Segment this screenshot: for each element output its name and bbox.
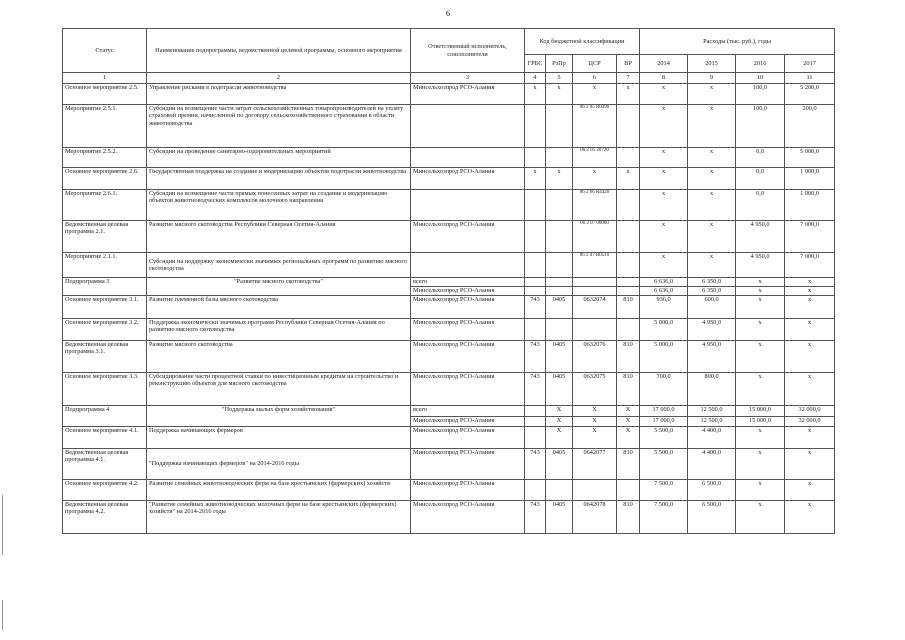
row-status: Основное мероприятие 3.1. [63,296,147,319]
cell-csr: 06 2 07 00000 [573,221,617,253]
scan-margin-line [2,495,3,555]
cell-2017: 32 000,0 [785,417,835,427]
table-row [63,319,835,341]
row-name: "Поддержка начинающих фермеров" на 2014-2016 годы [147,449,411,480]
cell-2016: х [736,501,785,534]
cell-2017: х [785,427,835,449]
row-name: "Развитие мясного скотоводства" [147,278,411,296]
cell-vr: 810 [617,449,640,480]
cell-2016: х [736,449,785,480]
cell-2014: 17 000,0 [640,417,688,427]
cell-rzpr: Х [546,417,573,427]
table-row [63,449,835,480]
cell-csr: 06 2 07 R0510 [573,253,617,278]
cell-csr: 06 2 05 20720 [573,148,617,168]
cell-2015: 600,0 [688,296,736,319]
row-name: Государственная поддержка на создание и модернизацию объектов подотрасли животноводства [147,168,411,190]
row-name: Развитие семейных животноводческих ферм на базе крестьянских (фермерских) хозяйств [147,480,411,501]
cell-2015: 4 950,0 [688,341,736,373]
row-status: Мероприятие 2.5.2. [63,148,147,168]
row-executor: Минсельхозпрод РСО-Алания [411,480,525,501]
cell-2017: 200,0 [785,105,835,148]
row-executor-total: всего [411,406,525,417]
cell-2015: х [688,148,736,168]
row-status: Мероприятие 2.1.1. [63,253,147,278]
cell-2014: 936,0 [640,296,688,319]
cell-2017: 1 000,0 [785,168,835,190]
cell-csr: 06 2 06 R4420 [573,190,617,221]
row-executor: Минсельхозпрод РСО-Алания [411,287,525,296]
cell-2014: х [640,221,688,253]
cell-2017-total: 32 000,0 [785,406,835,417]
cell-csr: х [573,84,617,105]
row-status: Основное мероприятие 4.2. [63,480,147,501]
cell-2016: 4 950,0 [736,221,785,253]
cell-2015: х [688,84,736,105]
cell-2016: х [736,319,785,341]
cell-2016: х [736,480,785,501]
table-row [63,296,835,319]
cell-2014-total: 17 000,0 [640,406,688,417]
cell-2015: х [688,105,736,148]
row-name: Поддержка начинающих фермеров [147,427,411,449]
cell-2017: х [785,341,835,373]
col-num: 10 [736,73,785,84]
cell-2017: х [785,480,835,501]
row-status: Основное мероприятие 4.1. [63,427,147,449]
cell-2015: 4 950,0 [688,319,736,341]
row-status: Мероприятие 2.6.1. [63,190,147,221]
cell-2017: х [785,501,835,534]
col-num: 1 [63,73,147,84]
cell-vr-total: Х [617,406,640,417]
col-num: 8 [640,73,688,84]
cell-2015: х [688,253,736,278]
cell-grbs: 743 [525,373,546,406]
cell-2015: 800,0 [688,373,736,406]
row-status: Подпрограмма 4 [63,406,147,427]
cell-vr: х [617,84,640,105]
table-row [63,148,835,168]
cell-2014: 5 000,0 [640,319,688,341]
table-row [63,427,835,449]
table-row [63,480,835,501]
cell-grbs: 743 [525,341,546,373]
cell-2015: 12 500,0 [688,417,736,427]
header-expenses: Расходы (тыс. руб.), годы [640,29,835,55]
col-num: 7 [617,73,640,84]
row-executor: Минсельхозпрод РСО-Алания [411,221,525,253]
cell-2014: 5 000,0 [640,341,688,373]
cell-2015: 6 500,0 [688,501,736,534]
cell-rzpr-total: Х [546,406,573,417]
cell-vr: 810 [617,373,640,406]
cell-vr: 810 [617,501,640,534]
column-numbers-row [63,73,835,84]
cell-grbs: 743 [525,449,546,480]
row-name: Поддержка экономически значимых программ Республики Северная Осетия-Алания по развитию мясного скотоводства [147,319,411,341]
row-name: Субсидии на поддержку экономически значимых региональных программ по развитию мясного скотоводства [147,253,411,278]
cell-2016-total: х [736,278,785,287]
cell-2017: 1 000,0 [785,190,835,221]
cell-2017: 5 200,0 [785,84,835,105]
row-status: Мероприятие 2.5.1. [63,105,147,148]
header-vr: ВР [617,55,640,73]
cell-2015: 4 400,0 [688,449,736,480]
cell-csr-total: Х [573,406,617,417]
cell-2014: 6 636,0 [640,287,688,296]
cell-2016: х [736,427,785,449]
cell-grbs: х [525,168,546,190]
cell-vr: Х [617,417,640,427]
row-executor: Минсельхозпрод РСО-Алания [411,501,525,534]
row-name: Развитие мясного скотоводства [147,341,411,373]
header-2014: 2014 [640,55,688,73]
cell-2016: 0,0 [736,168,785,190]
cell-2016: 4 950,0 [736,253,785,278]
cell-2014: х [640,190,688,221]
row-name: Субсидирование части процентной ставки по инвестиционным кредитам на строительство и реконструкцию объектов для мясного скотоводства [147,373,411,406]
cell-2014: х [640,105,688,148]
cell-csr: Х [573,417,617,427]
row-executor: Минсельхозпрод РСО-Алания [411,341,525,373]
cell-2016: 100,0 [736,105,785,148]
row-status: Ведомственная целевая программа 2.1. [63,221,147,253]
table-row [63,278,835,287]
row-name: "Развитие семейных животноводческих молочных ферм на базе крестьянских (фермерских) хозяйств" на 2014-2016 годы [147,501,411,534]
row-status: Основное мероприятие 2.6. [63,168,147,190]
cell-2017: 7 000,0 [785,253,835,278]
header-name: Наименование подпрограммы, ведомственной целевой программы, основного мероприятия [147,29,411,73]
cell-2014: 5 500,0 [640,449,688,480]
col-num: 2 [147,73,411,84]
cell-vr: 810 [617,296,640,319]
cell-csr: 0642077 [573,449,617,480]
cell-rzpr: 0405 [546,449,573,480]
budget-table [62,28,835,534]
table-row [63,84,835,105]
cell-2014: х [640,168,688,190]
table-row [63,253,835,278]
row-status: Подпрограмма 3 [63,278,147,296]
row-executor: Минсельхозпрод РСО-Алания [411,296,525,319]
cell-2014: х [640,253,688,278]
cell-rzpr: х [546,168,573,190]
col-num: 5 [546,73,573,84]
cell-grbs: х [525,84,546,105]
cell-csr: 0642078 [573,501,617,534]
row-name: Развитие мясного скотоводства Республики Северная Осетия-Алания [147,221,411,253]
table-row [63,168,835,190]
row-executor: Минсельхозпрод РСО-Алания [411,84,525,105]
cell-2015-total: 6 350,0 [688,278,736,287]
header-2016: 2016 [736,55,785,73]
cell-2015: 4 400,0 [688,427,736,449]
cell-grbs: 743 [525,501,546,534]
col-num: 6 [573,73,617,84]
cell-rzpr: х [546,84,573,105]
cell-csr: 0632074 [573,296,617,319]
row-status: Ведомственная целевая программа 3.1. [63,341,147,373]
table-row [63,221,835,253]
scan-margin-line [2,600,3,630]
cell-rzpr: Х [546,427,573,449]
cell-csr: х [573,168,617,190]
header-executor: Ответственный исполнитель, соисполнители [411,29,525,73]
cell-grbs: 743 [525,296,546,319]
cell-2017: х [785,449,835,480]
row-status: Основное мероприятие 3.3. [63,373,147,406]
cell-2015-total: 12 500,0 [688,406,736,417]
cell-2016: х [736,341,785,373]
cell-2015: х [688,221,736,253]
page-number: 6 [446,9,450,18]
cell-2014-total: 6 636,0 [640,278,688,287]
table-row [63,406,835,417]
cell-csr: 0632075 [573,373,617,406]
cell-2016-total: 15 000,0 [736,406,785,417]
cell-2014: 700,0 [640,373,688,406]
cell-2016: х [736,287,785,296]
cell-vr: х [617,168,640,190]
cell-2016: х [736,373,785,406]
cell-2014: 5 500,0 [640,427,688,449]
cell-2016: 0,0 [736,190,785,221]
table-row [63,190,835,221]
cell-csr: 06 2 05 R0490 [573,105,617,148]
cell-2014: х [640,148,688,168]
cell-2017: 7 000,0 [785,221,835,253]
cell-2014: 7 500,0 [640,501,688,534]
row-status: Ведомственная целевая программа 4.1. [63,449,147,480]
cell-rzpr: 0405 [546,373,573,406]
header-csr: ЦСР [573,55,617,73]
row-executor: Минсельхозпрод РСО-Алания [411,427,525,449]
cell-2016: х [736,296,785,319]
col-num: 3 [411,73,525,84]
row-executor: Минсельхозпрод РСО-Алания [411,417,525,427]
row-name: Субсидии на возмещение части затрат сельскохозяйственных товаропроизводителей на уплату страховой премии, начисленной по договору сельскохозяйственного страхования в области животноводства [147,105,411,148]
cell-2017: х [785,287,835,296]
cell-2015: х [688,190,736,221]
row-name: Субсидии на проведение санитарно-оздоровительных мероприятий [147,148,411,168]
header-budget-code: Код бюджетной классификации [525,29,640,55]
cell-2016: 15 000,0 [736,417,785,427]
row-executor: Минсельхозпрод РСО-Алания [411,373,525,406]
col-num: 11 [785,73,835,84]
cell-2015: 6 500,0 [688,480,736,501]
cell-2015: х [688,168,736,190]
col-num: 4 [525,73,546,84]
row-status: Основное мероприятие 2.5. [63,84,147,105]
header-rzpr: РзПр [546,55,573,73]
cell-2017-total: х [785,278,835,287]
col-num: 9 [688,73,736,84]
header-grbs: ГРБС [525,55,546,73]
cell-rzpr: 0405 [546,296,573,319]
cell-2016: 100,0 [736,84,785,105]
cell-vr: 810 [617,341,640,373]
header-2015: 2015 [688,55,736,73]
row-executor: Минсельхозпрод РСО-Алания [411,319,525,341]
row-executor: Минсельхозпрод РСО-Алания [411,168,525,190]
cell-rzpr: 0405 [546,341,573,373]
cell-2014: х [640,84,688,105]
header-status: Статус [63,29,147,73]
row-name: Развитие племенной базы мясного скотоводства [147,296,411,319]
row-name: Субсидии на возмещение части прямых понесенных затрат на создание и модернизацию объектов животноводческих комплексов молочного направления [147,190,411,221]
cell-2017: 5 000,0 [785,148,835,168]
cell-csr: Х [573,427,617,449]
cell-2014: 7 500,0 [640,480,688,501]
row-executor-total: всего [411,278,525,287]
cell-csr: 0632076 [573,341,617,373]
table-row [63,341,835,373]
cell-2016: 0,0 [736,148,785,168]
cell-rzpr: 0405 [546,501,573,534]
table-row [63,105,835,148]
cell-2015: 6 350,0 [688,287,736,296]
row-status: Основное мероприятие 3.2. [63,319,147,341]
row-status: Ведомственная целевая программа 4.2. [63,501,147,534]
table-row [63,501,835,534]
header-2017: 2017 [785,55,835,73]
row-executor: Минсельхозпрод РСО-Алания [411,449,525,480]
cell-2017: х [785,373,835,406]
table-row [63,373,835,406]
row-name: "Поддержка малых форм хозяйствования" [147,406,411,427]
row-name: Управление рисками в подотрасли животноводства [147,84,411,105]
cell-2017: х [785,296,835,319]
cell-vr: Х [617,427,640,449]
cell-2017: х [785,319,835,341]
